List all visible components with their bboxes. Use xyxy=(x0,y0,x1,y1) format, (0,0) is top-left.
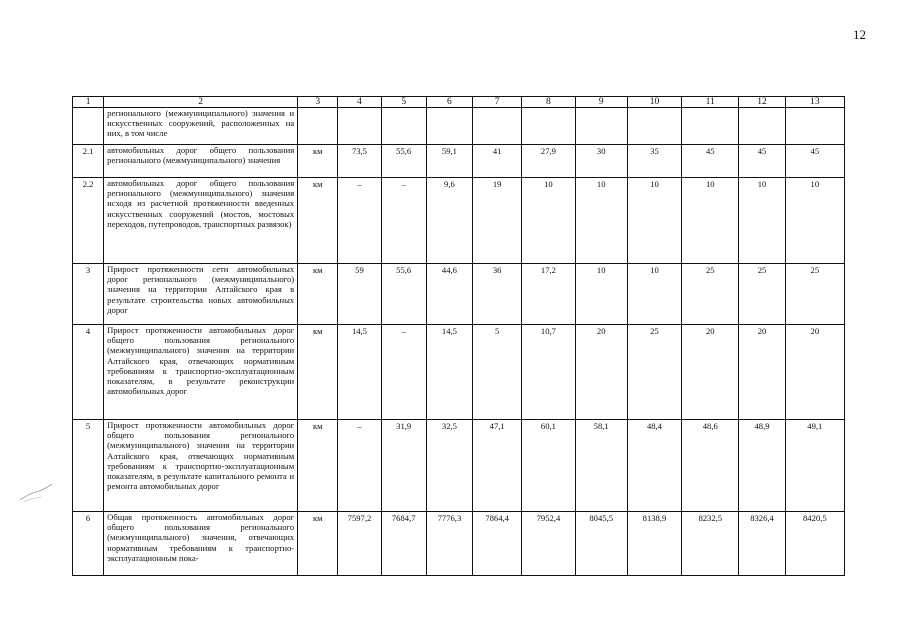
row-number: 2.1 xyxy=(73,145,104,178)
header-cell: 8 xyxy=(522,97,575,108)
value-cell: 5 xyxy=(473,325,522,420)
header-row xyxy=(73,97,845,108)
row-number: 6 xyxy=(73,512,104,576)
header-cell: 11 xyxy=(682,97,739,108)
value-cell: – xyxy=(381,325,426,420)
value-cell: 45 xyxy=(739,145,785,178)
indicator-description: Прирост протяженности автомобильных дорог общего пользования регионального (межмуниципального) значения на территории Алтайского края, отвечающих нормативным требованиям к транспортно-эксплуатационным показателям, в результате капитального ремонта и ремонта автомобильных дорог xyxy=(104,420,298,512)
row-number: 2.2 xyxy=(73,178,104,264)
value-cell xyxy=(575,108,627,145)
header-cell: 6 xyxy=(426,97,472,108)
value-cell: 7952,4 xyxy=(522,512,575,576)
value-cell: 20 xyxy=(575,325,627,420)
value-cell xyxy=(473,108,522,145)
value-cell xyxy=(627,108,681,145)
value-cell xyxy=(739,108,785,145)
value-cell: 48,4 xyxy=(627,420,681,512)
indicators-table xyxy=(72,96,845,576)
value-cell: 48,9 xyxy=(739,420,785,512)
header-cell: 10 xyxy=(627,97,681,108)
table-row xyxy=(73,420,845,512)
value-cell: 47,1 xyxy=(473,420,522,512)
value-cell: 10 xyxy=(522,178,575,264)
unit-cell: км xyxy=(298,145,338,178)
value-cell: 10 xyxy=(627,178,681,264)
value-cell: 58,1 xyxy=(575,420,627,512)
value-cell: 35 xyxy=(627,145,681,178)
value-cell: 59,1 xyxy=(426,145,472,178)
page-number: 12 xyxy=(853,27,866,42)
value-cell: 10 xyxy=(575,264,627,325)
value-cell: 59 xyxy=(338,264,381,325)
header-cell: 13 xyxy=(785,97,844,108)
value-cell: 10 xyxy=(739,178,785,264)
value-cell: 8420,5 xyxy=(785,512,844,576)
value-cell: 30 xyxy=(575,145,627,178)
indicator-description: автомобильных дорог общего пользования регионального (межмуниципального) значения исходя из расчетной протяженности введенных искусственных сооружений (мостов, мостовых переходов, путепроводов, транспортных развязок) xyxy=(104,178,298,264)
value-cell xyxy=(338,108,381,145)
value-cell: 45 xyxy=(785,145,844,178)
header-cell: 4 xyxy=(338,97,381,108)
unit-cell: км xyxy=(298,264,338,325)
value-cell: – xyxy=(338,420,381,512)
header-cell: 1 xyxy=(73,97,104,108)
value-cell xyxy=(785,108,844,145)
value-cell: 44,6 xyxy=(426,264,472,325)
value-cell: 10 xyxy=(627,264,681,325)
value-cell: 10 xyxy=(575,178,627,264)
header-cell: 5 xyxy=(381,97,426,108)
value-cell: 7776,3 xyxy=(426,512,472,576)
value-cell xyxy=(682,108,739,145)
row-number: 5 xyxy=(73,420,104,512)
value-cell: 7864,4 xyxy=(473,512,522,576)
indicator-description: Общая протяженность автомобильных дорог общего пользования регионального (межмуниципального) значения, отвечающих нормативным требованиям к транспортно-эксплуатационным пока- xyxy=(104,512,298,576)
value-cell: 8232,5 xyxy=(682,512,739,576)
value-cell: 25 xyxy=(785,264,844,325)
table-row xyxy=(73,512,845,576)
header-cell: 3 xyxy=(298,97,338,108)
value-cell: 10 xyxy=(785,178,844,264)
value-cell: 25 xyxy=(739,264,785,325)
value-cell: 19 xyxy=(473,178,522,264)
value-cell: 20 xyxy=(739,325,785,420)
value-cell: 8138,9 xyxy=(627,512,681,576)
header-cell: 12 xyxy=(739,97,785,108)
value-cell: 45 xyxy=(682,145,739,178)
value-cell: 10 xyxy=(682,178,739,264)
value-cell: 8326,4 xyxy=(739,512,785,576)
indicator-description: Прирост протяженности автомобильных дорог общего пользования регионального (межмуниципального) значения на территории Алтайского края, отвечающих нормативным требованиям к транспортно-эксплуатационным показателям, в результате реконструкции автомобильных дорог xyxy=(104,325,298,420)
value-cell: 20 xyxy=(682,325,739,420)
indicator-description: автомобильных дорог общего пользования регионального (межмуниципального) значения xyxy=(104,145,298,178)
table-row xyxy=(73,108,845,145)
value-cell: 14,5 xyxy=(426,325,472,420)
value-cell: 60,1 xyxy=(522,420,575,512)
value-cell: 7684,7 xyxy=(381,512,426,576)
unit-cell xyxy=(298,108,338,145)
value-cell: 41 xyxy=(473,145,522,178)
value-cell: 27,9 xyxy=(522,145,575,178)
unit-cell: км xyxy=(298,420,338,512)
value-cell: – xyxy=(381,178,426,264)
pencil-mark xyxy=(18,480,54,504)
value-cell: 73,5 xyxy=(338,145,381,178)
header-cell: 2 xyxy=(104,97,298,108)
value-cell: 31,9 xyxy=(381,420,426,512)
value-cell: 8045,5 xyxy=(575,512,627,576)
row-number xyxy=(73,108,104,145)
unit-cell: км xyxy=(298,512,338,576)
value-cell: 10,7 xyxy=(522,325,575,420)
value-cell xyxy=(522,108,575,145)
value-cell: 17,2 xyxy=(522,264,575,325)
table-row xyxy=(73,264,845,325)
indicator-description: Прирост протяженности сети автомобильных дорог регионального (межмуниципального) значения на территории Алтайского края в результате строительства новых автомобильных дорог xyxy=(104,264,298,325)
unit-cell: км xyxy=(298,325,338,420)
table-row xyxy=(73,178,845,264)
value-cell: 25 xyxy=(627,325,681,420)
row-number: 3 xyxy=(73,264,104,325)
table-row xyxy=(73,325,845,420)
unit-cell: км xyxy=(298,178,338,264)
indicator-description: регионального (межмуниципального) значения и искусственных сооружений, расположенных на них, в том числе xyxy=(104,108,298,145)
value-cell: 55,6 xyxy=(381,145,426,178)
header-cell: 7 xyxy=(473,97,522,108)
value-cell: 25 xyxy=(682,264,739,325)
value-cell: 49,1 xyxy=(785,420,844,512)
header-cell: 9 xyxy=(575,97,627,108)
value-cell: 32,5 xyxy=(426,420,472,512)
value-cell xyxy=(426,108,472,145)
value-cell: 48,6 xyxy=(682,420,739,512)
value-cell: – xyxy=(338,178,381,264)
value-cell: 14,5 xyxy=(338,325,381,420)
value-cell: 7597,2 xyxy=(338,512,381,576)
table-row xyxy=(73,145,845,178)
row-number: 4 xyxy=(73,325,104,420)
value-cell: 9,6 xyxy=(426,178,472,264)
value-cell: 36 xyxy=(473,264,522,325)
value-cell: 55,6 xyxy=(381,264,426,325)
value-cell xyxy=(381,108,426,145)
value-cell: 20 xyxy=(785,325,844,420)
